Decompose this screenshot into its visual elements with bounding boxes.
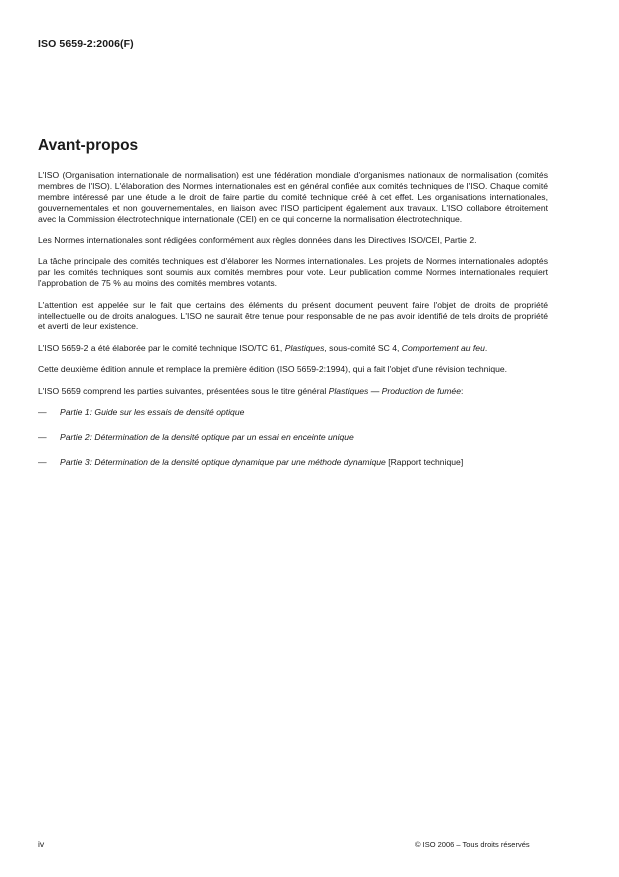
part-title: Partie 3: Détermination de la densité optique dynamique par une méthode dynamique xyxy=(60,456,386,467)
paragraph-technical-committees: La tâche principale des comités techniques est d'élaborer les Normes internationales. Les projets de Normes internationales adoptés par les comités techniques sont soumis aux comités membres pour vote. Leur publication comme Normes internationales requiert l'approbation de 75 % au moins des comités membres votants. xyxy=(38,256,548,289)
foreword-body xyxy=(38,170,548,482)
general-title: Plastiques — Production de fumée xyxy=(328,385,461,396)
page-number: iv xyxy=(38,839,45,849)
part-title: Partie 2: Détermination de la densité optique par un essai en enceinte unique xyxy=(60,432,354,442)
prepared-by-text-2: , sous-comité SC 4, xyxy=(324,342,402,353)
paragraph-parts-intro xyxy=(38,386,548,397)
section-title: Avant-propos xyxy=(38,137,139,154)
list-item xyxy=(38,407,548,418)
prepared-by-text: L'ISO 5659-2 a été élaborée par le comité technique ISO/TC 61, xyxy=(38,342,285,353)
parts-intro-colon: : xyxy=(460,385,464,396)
document-reference: ISO 5659-2:2006(F) xyxy=(38,38,134,50)
committee-title: Plastiques xyxy=(284,342,325,353)
paragraph-iso-organisation: L'ISO (Organisation internationale de normalisation) est une fédération mondiale d'organismes nationaux de normalisation (comités membres de l'ISO). L'élaboration des Normes internationales est en général confiée aux comités techniques de l'ISO. Chaque comité membre intéressé par une étude a le droit de faire partie du comité technique créé à cet effet. Les organisations internationales, gouvernementales et non gouvernementales, en liaison avec l'ISO participent également aux travaux. L'ISO collabore étroitement avec la Commission électrotechnique internationale (CEI) en ce qui concerne la normalisation électrotechnique. xyxy=(38,170,548,224)
paragraph-prepared-by xyxy=(38,343,548,354)
em-dash-bullet: — xyxy=(38,432,47,442)
copyright-notice: © ISO 2006 – Tous droits réservés xyxy=(415,840,530,849)
part-note: [Rapport technique] xyxy=(385,456,464,467)
part-title: Partie 1: Guide sur les essais de densité optique xyxy=(60,407,245,418)
paragraph-patent-rights: L'attention est appelée sur le fait que certains des éléments du présent document peuvent faire l'objet de droits de propriété intellectuelle ou de droits analogues. L'ISO ne saurait être tenue pour responsable de ne pas avoir identifié de tels droits de propriété et averti de leur existence. xyxy=(38,299,548,332)
paragraph-directives: Les Normes internationales sont rédigées conformément aux règles données dans les Directives ISO/CEI, Partie 2. xyxy=(38,235,477,246)
em-dash-bullet: — xyxy=(38,407,47,418)
list-item xyxy=(38,457,548,468)
subcommittee-title: Comportement au feu xyxy=(401,342,485,353)
paragraph-edition: Cette deuxième édition annule et remplace la première édition (ISO 5659-2:1994), qui a fait l'objet d'une révision technique. xyxy=(38,364,508,375)
list-item xyxy=(38,432,548,443)
em-dash-bullet: — xyxy=(38,456,47,467)
prepared-by-period: . xyxy=(484,342,488,353)
parts-intro-text: L'ISO 5659 comprend les parties suivantes, présentées sous le titre général xyxy=(38,385,329,396)
parts-list xyxy=(38,407,548,468)
